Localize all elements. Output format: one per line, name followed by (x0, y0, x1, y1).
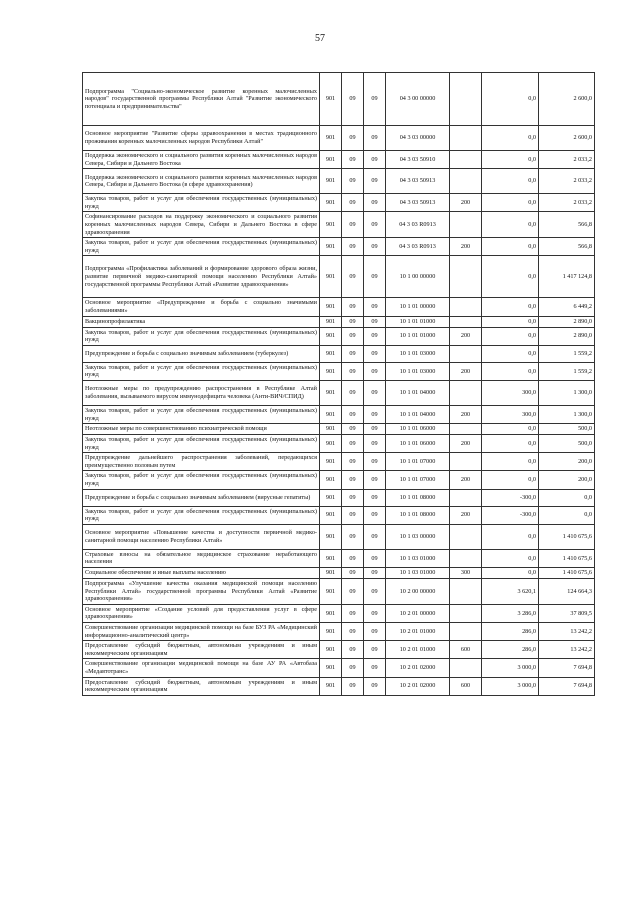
amount-change: 0,0 (482, 345, 539, 362)
expense-type-code: 200 (450, 194, 482, 212)
amount-total: 1 417 124,8 (539, 256, 595, 298)
amount-total: 2 890,0 (539, 316, 595, 327)
expense-type-code: 200 (450, 327, 482, 345)
table-row (83, 362, 595, 380)
expense-type-code: 200 (450, 506, 482, 524)
row-name: Совершенствование организации медицинской помощи на базе БУЗ РА «Медицинский информационно-аналитический центр» (83, 623, 320, 641)
amount-total: 13 242,2 (539, 641, 595, 659)
amount-total: 2 890,0 (539, 327, 595, 345)
amount-total: 2 600,0 (539, 126, 595, 151)
table-row (83, 506, 595, 524)
row-name: Предупреждение и борьба с социально значимым заболеванием (вирусные гепатиты) (83, 489, 320, 506)
amount-change: 3 000,0 (482, 659, 539, 677)
expense-type-code: 600 (450, 641, 482, 659)
section-code: 09 (342, 435, 364, 453)
grbs-code: 901 (320, 380, 342, 405)
subsection-code: 09 (364, 194, 386, 212)
grbs-code: 901 (320, 316, 342, 327)
amount-change: 300,0 (482, 405, 539, 423)
amount-change: 300,0 (482, 380, 539, 405)
table-row (83, 73, 595, 126)
subsection-code: 09 (364, 568, 386, 579)
target-article-code: 10 1 01 06000 (386, 424, 450, 435)
row-name: Вакцинопрофилактика (83, 316, 320, 327)
row-name: Совершенствование организации медицинской помощи на базе АУ РА «Автобаза «Медавтотранс» (83, 659, 320, 677)
amount-total: 500,0 (539, 424, 595, 435)
expense-type-code: 200 (450, 238, 482, 256)
section-code: 09 (342, 327, 364, 345)
section-code: 09 (342, 238, 364, 256)
row-name: Поддержка экономического и социального развития коренных малочисленных народов Севера, Сибири и Дальнего Востока (83, 151, 320, 169)
grbs-code: 901 (320, 151, 342, 169)
section-code: 09 (342, 506, 364, 524)
amount-total: 0,0 (539, 489, 595, 506)
subsection-code: 09 (364, 524, 386, 549)
grbs-code: 901 (320, 623, 342, 641)
amount-change: 286,0 (482, 641, 539, 659)
amount-change: 0,0 (482, 298, 539, 316)
section-code: 09 (342, 623, 364, 641)
expense-type-code (450, 549, 482, 567)
amount-change: 0,0 (482, 524, 539, 549)
section-code: 09 (342, 380, 364, 405)
target-article-code: 10 1 01 08000 (386, 506, 450, 524)
amount-change: 0,0 (482, 327, 539, 345)
target-article-code: 10 1 01 00000 (386, 298, 450, 316)
grbs-code: 901 (320, 641, 342, 659)
grbs-code: 901 (320, 677, 342, 695)
table-row (83, 405, 595, 423)
grbs-code: 901 (320, 256, 342, 298)
grbs-code: 901 (320, 453, 342, 471)
target-article-code: 04 3 00 00000 (386, 73, 450, 126)
subsection-code: 09 (364, 345, 386, 362)
subsection-code: 09 (364, 579, 386, 605)
grbs-code: 901 (320, 524, 342, 549)
section-code: 09 (342, 169, 364, 194)
section-code: 09 (342, 524, 364, 549)
row-name: Подпрограмма «Улучшение качества оказания медицинской помощи населению Республики Алтай» государственной программы Республики Алтай «Развитие здравоохранения» (83, 579, 320, 605)
grbs-code: 901 (320, 549, 342, 567)
amount-change: -300,0 (482, 489, 539, 506)
section-code: 09 (342, 405, 364, 423)
subsection-code: 09 (364, 424, 386, 435)
row-name: Закупка товаров, работ и услуг для обеспечения государственных (муниципальных) нужд (83, 405, 320, 423)
table-row (83, 151, 595, 169)
table-row (83, 424, 595, 435)
row-name: Неотложные меры по совершенствованию психиатрической помощи (83, 424, 320, 435)
expense-type-code (450, 256, 482, 298)
expense-type-code (450, 623, 482, 641)
subsection-code: 09 (364, 471, 386, 489)
amount-total: 1 410 675,6 (539, 524, 595, 549)
row-name: Подпрограмма "Социально-экономическое развитие коренных малочисленных народов" государственной программы Республики Алтай "Развитие экономического потенциала и предпринимательства" (83, 73, 320, 126)
subsection-code: 09 (364, 435, 386, 453)
amount-change: 0,0 (482, 151, 539, 169)
table-row (83, 623, 595, 641)
subsection-code: 09 (364, 659, 386, 677)
amount-change: -300,0 (482, 506, 539, 524)
amount-total: 37 809,5 (539, 604, 595, 622)
row-name: Закупка товаров, работ и услуг для обеспечения государственных (муниципальных) нужд (83, 362, 320, 380)
section-code: 09 (342, 579, 364, 605)
grbs-code: 901 (320, 73, 342, 126)
subsection-code: 09 (364, 641, 386, 659)
section-code: 09 (342, 549, 364, 567)
subsection-code: 09 (364, 238, 386, 256)
row-name: Закупка товаров, работ и услуг для обеспечения государственных (муниципальных) нужд (83, 506, 320, 524)
subsection-code: 09 (364, 604, 386, 622)
table-row (83, 453, 595, 471)
amount-total: 200,0 (539, 471, 595, 489)
amount-change: 0,0 (482, 453, 539, 471)
row-name: Социальное обеспечение и иные выплаты населению (83, 568, 320, 579)
grbs-code: 901 (320, 471, 342, 489)
subsection-code: 09 (364, 453, 386, 471)
section-code: 09 (342, 471, 364, 489)
section-code: 09 (342, 126, 364, 151)
grbs-code: 901 (320, 604, 342, 622)
subsection-code: 09 (364, 169, 386, 194)
section-code: 09 (342, 604, 364, 622)
target-article-code: 10 2 01 02000 (386, 659, 450, 677)
expense-type-code (450, 298, 482, 316)
target-article-code: 10 1 01 08000 (386, 489, 450, 506)
amount-change: 0,0 (482, 471, 539, 489)
expense-type-code (450, 73, 482, 126)
amount-total: 200,0 (539, 453, 595, 471)
amount-change: 0,0 (482, 73, 539, 126)
amount-total: 124 664,3 (539, 579, 595, 605)
target-article-code: 04 3 03 50910 (386, 151, 450, 169)
expense-type-code (450, 424, 482, 435)
expense-type-code (450, 345, 482, 362)
table-row (83, 194, 595, 212)
expense-type-code (450, 169, 482, 194)
row-name: Предоставление субсидий бюджетным, автономным учреждениям и иным некоммерческим организациям (83, 641, 320, 659)
table-row (83, 256, 595, 298)
expense-type-code (450, 659, 482, 677)
target-article-code: 10 1 01 07000 (386, 453, 450, 471)
table-row (83, 568, 595, 579)
target-article-code: 10 1 01 04000 (386, 380, 450, 405)
row-name: Предупреждение дальнейшего распространения заболеваний, передающихся преимущественно половым путем (83, 453, 320, 471)
section-code: 09 (342, 298, 364, 316)
amount-change: 0,0 (482, 238, 539, 256)
target-article-code: 04 3 03 00000 (386, 126, 450, 151)
amount-total: 13 242,2 (539, 623, 595, 641)
grbs-code: 901 (320, 212, 342, 238)
row-name: Поддержка экономического и социального развития коренных малочисленных народов Севера, Сибири и Дальнего Востока (в сфере здравоохранения) (83, 169, 320, 194)
target-article-code: 10 1 01 04000 (386, 405, 450, 423)
table-row (83, 677, 595, 695)
section-code: 09 (342, 362, 364, 380)
row-name: Основное мероприятие «Предупреждение и борьба с социально значимыми заболеваниями» (83, 298, 320, 316)
section-code: 09 (342, 568, 364, 579)
target-article-code: 10 1 03 01000 (386, 568, 450, 579)
subsection-code: 09 (364, 73, 386, 126)
section-code: 09 (342, 316, 364, 327)
table-row (83, 549, 595, 567)
subsection-code: 09 (364, 506, 386, 524)
subsection-code: 09 (364, 489, 386, 506)
table-row (83, 169, 595, 194)
grbs-code: 901 (320, 659, 342, 677)
amount-total: 1 300,0 (539, 380, 595, 405)
row-name: Подпрограмма «Профилактика заболеваний и формирование здорового образа жизни, развитие первичной медико-санитарной помощи населению Республики Алтай» государственной программы Республики Алтай «Развитие здравоохранения» (83, 256, 320, 298)
amount-total: 1 410 675,6 (539, 549, 595, 567)
target-article-code: 04 3 03 R0913 (386, 212, 450, 238)
grbs-code: 901 (320, 405, 342, 423)
table-row (83, 298, 595, 316)
expense-type-code (450, 604, 482, 622)
target-article-code: 04 3 03 50913 (386, 194, 450, 212)
grbs-code: 901 (320, 298, 342, 316)
row-name: Основное мероприятие "Развитие сферы здравоохранения в местах традиционного проживания коренных малочисленных народов Республики Алтай" (83, 126, 320, 151)
row-name: Основное мероприятие «Создание условий для предоставления услуг в сфере здравоохранения» (83, 604, 320, 622)
table-row (83, 524, 595, 549)
row-name: Закупка товаров, работ и услуг для обеспечения государственных (муниципальных) нужд (83, 238, 320, 256)
amount-total: 2 033,2 (539, 151, 595, 169)
table-row (83, 316, 595, 327)
grbs-code: 901 (320, 238, 342, 256)
grbs-code: 901 (320, 506, 342, 524)
section-code: 09 (342, 489, 364, 506)
amount-total: 7 694,8 (539, 677, 595, 695)
expense-type-code (450, 453, 482, 471)
section-code: 09 (342, 659, 364, 677)
expense-type-code (450, 126, 482, 151)
subsection-code: 09 (364, 212, 386, 238)
table-row (83, 489, 595, 506)
table-row (83, 345, 595, 362)
row-name: Предупреждение и борьба с социально значимым заболеванием (туберкулез) (83, 345, 320, 362)
expense-type-code: 200 (450, 471, 482, 489)
amount-total: 566,8 (539, 212, 595, 238)
table-row (83, 212, 595, 238)
target-article-code: 10 2 01 00000 (386, 604, 450, 622)
grbs-code: 901 (320, 568, 342, 579)
expense-type-code (450, 212, 482, 238)
amount-change: 0,0 (482, 549, 539, 567)
subsection-code: 09 (364, 549, 386, 567)
amount-total: 2 033,2 (539, 194, 595, 212)
target-article-code: 04 3 03 R0913 (386, 238, 450, 256)
row-name: Предоставление субсидий бюджетным, автономным учреждениям и иным некоммерческим организациям (83, 677, 320, 695)
amount-change: 0,0 (482, 169, 539, 194)
amount-total: 1 559,2 (539, 345, 595, 362)
subsection-code: 09 (364, 405, 386, 423)
grbs-code: 901 (320, 194, 342, 212)
table-row (83, 126, 595, 151)
target-article-code: 10 2 01 01000 (386, 623, 450, 641)
row-name: Основное мероприятие «Повышение качества и доступности первичной медико-санитарной помощи населению Республики Алтай» (83, 524, 320, 549)
target-article-code: 10 1 03 00000 (386, 524, 450, 549)
grbs-code: 901 (320, 169, 342, 194)
subsection-code: 09 (364, 316, 386, 327)
grbs-code: 901 (320, 327, 342, 345)
section-code: 09 (342, 453, 364, 471)
expense-type-code (450, 380, 482, 405)
target-article-code: 10 1 01 03000 (386, 362, 450, 380)
table-row (83, 327, 595, 345)
section-code: 09 (342, 424, 364, 435)
expense-type-code: 200 (450, 435, 482, 453)
page-number: 57 (315, 33, 325, 44)
expense-type-code (450, 489, 482, 506)
section-code: 09 (342, 641, 364, 659)
grbs-code: 901 (320, 126, 342, 151)
expense-type-code (450, 579, 482, 605)
amount-change: 0,0 (482, 435, 539, 453)
target-article-code: 10 1 00 00000 (386, 256, 450, 298)
expense-type-code: 600 (450, 677, 482, 695)
subsection-code: 09 (364, 151, 386, 169)
amount-total: 566,8 (539, 238, 595, 256)
table-row (83, 435, 595, 453)
amount-change: 0,0 (482, 362, 539, 380)
target-article-code: 10 1 01 07000 (386, 471, 450, 489)
table-row (83, 238, 595, 256)
row-name: Страховые взносы на обязательное медицинское страхование неработающего населения (83, 549, 320, 567)
subsection-code: 09 (364, 298, 386, 316)
target-article-code: 10 1 01 06000 (386, 435, 450, 453)
grbs-code: 901 (320, 362, 342, 380)
table-row (83, 659, 595, 677)
budget-table (82, 72, 595, 696)
section-code: 09 (342, 256, 364, 298)
amount-change: 0,0 (482, 316, 539, 327)
subsection-code: 09 (364, 380, 386, 405)
row-name: Закупка товаров, работ и услуг для обеспечения государственных (муниципальных) нужд (83, 435, 320, 453)
amount-total: 1 559,2 (539, 362, 595, 380)
table-row (83, 604, 595, 622)
table-row (83, 380, 595, 405)
grbs-code: 901 (320, 435, 342, 453)
grbs-code: 901 (320, 345, 342, 362)
subsection-code: 09 (364, 362, 386, 380)
expense-type-code: 200 (450, 362, 482, 380)
subsection-code: 09 (364, 126, 386, 151)
amount-change: 3 620,1 (482, 579, 539, 605)
amount-total: 6 449,2 (539, 298, 595, 316)
target-article-code: 10 2 00 00000 (386, 579, 450, 605)
expense-type-code (450, 316, 482, 327)
target-article-code: 10 1 01 01000 (386, 316, 450, 327)
row-name: Софинансирование расходов на поддержку экономического и социального развития коренных малочисленных народов Севера, Сибири и Дальнего Востока в сфере здравоохранения (83, 212, 320, 238)
expense-type-code: 300 (450, 568, 482, 579)
section-code: 09 (342, 345, 364, 362)
target-article-code: 10 1 03 01000 (386, 549, 450, 567)
amount-change: 0,0 (482, 194, 539, 212)
amount-change: 0,0 (482, 256, 539, 298)
subsection-code: 09 (364, 327, 386, 345)
target-article-code: 10 1 01 01000 (386, 327, 450, 345)
amount-change: 0,0 (482, 212, 539, 238)
amount-total: 0,0 (539, 506, 595, 524)
row-name: Закупка товаров, работ и услуг для обеспечения государственных (муниципальных) нужд (83, 471, 320, 489)
section-code: 09 (342, 194, 364, 212)
amount-total: 500,0 (539, 435, 595, 453)
expense-type-code: 200 (450, 405, 482, 423)
row-name: Закупка товаров, работ и услуг для обеспечения государственных (муниципальных) нужд (83, 194, 320, 212)
section-code: 09 (342, 677, 364, 695)
amount-total: 2 033,2 (539, 169, 595, 194)
subsection-code: 09 (364, 677, 386, 695)
target-article-code: 04 3 03 50913 (386, 169, 450, 194)
subsection-code: 09 (364, 256, 386, 298)
amount-total: 1 410 675,6 (539, 568, 595, 579)
expense-type-code (450, 524, 482, 549)
table-row (83, 579, 595, 605)
amount-change: 0,0 (482, 126, 539, 151)
grbs-code: 901 (320, 424, 342, 435)
amount-change: 286,0 (482, 623, 539, 641)
amount-change: 0,0 (482, 424, 539, 435)
target-article-code: 10 2 01 02000 (386, 677, 450, 695)
target-article-code: 10 1 01 03000 (386, 345, 450, 362)
row-name: Закупка товаров, работ и услуг для обеспечения государственных (муниципальных) нужд (83, 327, 320, 345)
amount-change: 0,0 (482, 568, 539, 579)
expense-type-code (450, 151, 482, 169)
amount-total: 7 694,8 (539, 659, 595, 677)
section-code: 09 (342, 73, 364, 126)
subsection-code: 09 (364, 623, 386, 641)
target-article-code: 10 2 01 01000 (386, 641, 450, 659)
grbs-code: 901 (320, 489, 342, 506)
section-code: 09 (342, 212, 364, 238)
amount-total: 1 300,0 (539, 405, 595, 423)
section-code: 09 (342, 151, 364, 169)
grbs-code: 901 (320, 579, 342, 605)
table-row (83, 641, 595, 659)
row-name: Неотложные меры по предупреждению распространения в Республике Алтай заболевания, вызываемого вирусом иммунодефицита человека (Анти-ВИЧ/СПИД) (83, 380, 320, 405)
table-row (83, 471, 595, 489)
amount-change: 3 286,0 (482, 604, 539, 622)
amount-change: 3 000,0 (482, 677, 539, 695)
amount-total: 2 600,0 (539, 73, 595, 126)
